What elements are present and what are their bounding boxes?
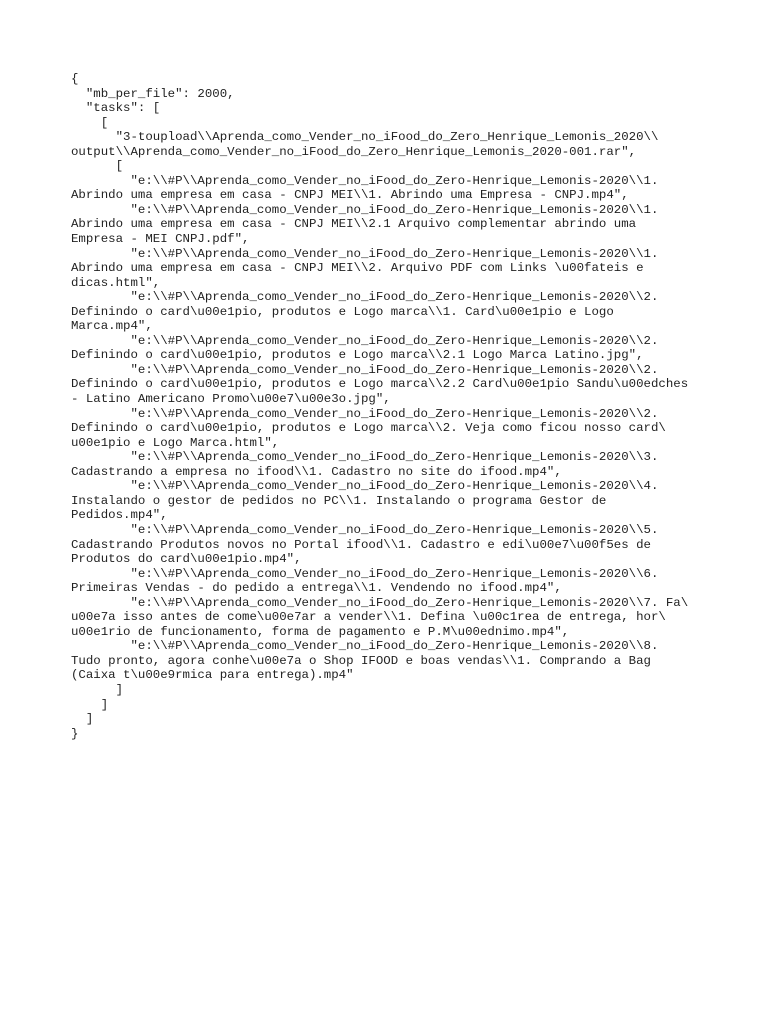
text-line: Definindo o card\u00e1pio, produtos e Logo marca\\1. Card\u00e1pio e Logo: [71, 304, 614, 319]
text-line: "e:\\#P\\Aprenda_como_Vender_no_iFood_do_Zero-Henrique_Lemonis-2020\\3.: [71, 450, 659, 465]
text-line: Produtos do card\u00e1pio.mp4",: [71, 552, 302, 567]
text-line: "e:\\#P\\Aprenda_como_Vender_no_iFood_do_Zero-Henrique_Lemonis-2020\\2.: [71, 290, 659, 305]
text-line: ]: [71, 682, 124, 697]
text-line: Abrindo uma empresa em casa - CNPJ MEI\\2. Arquivo PDF com Links \u00fateis e: [71, 261, 644, 276]
text-line: "e:\\#P\\Aprenda_como_Vender_no_iFood_do_Zero-Henrique_Lemonis-2020\\2.: [71, 406, 659, 421]
text-line: dicas.html",: [71, 275, 161, 290]
text-line: output\\Aprenda_como_Vender_no_iFood_do_Zero_Henrique_Lemonis_2020-001.rar",: [71, 144, 637, 159]
text-line: Definindo o card\u00e1pio, produtos e Logo marca\\2.1 Logo Marca Latino.jpg",: [71, 348, 644, 363]
text-line: {: [71, 72, 79, 86]
text-line: Marca.mp4",: [71, 319, 153, 334]
text-line: "e:\\#P\\Aprenda_como_Vender_no_iFood_do_Zero-Henrique_Lemonis-2020\\1.: [71, 246, 659, 261]
text-line: "e:\\#P\\Aprenda_como_Vender_no_iFood_do_Zero-Henrique_Lemonis-2020\\1.: [71, 202, 659, 217]
text-line: "3-toupload\\Aprenda_como_Vender_no_iFood_do_Zero_Henrique_Lemonis_2020\\: [71, 130, 659, 145]
text-line: "tasks": [: [71, 101, 161, 116]
text-line: "e:\\#P\\Aprenda_como_Vender_no_iFood_do_Zero-Henrique_Lemonis-2020\\6.: [71, 566, 659, 581]
text-line: "e:\\#P\\Aprenda_como_Vender_no_iFood_do_Zero-Henrique_Lemonis-2020\\8.: [71, 639, 659, 654]
text-line: Definindo o card\u00e1pio, produtos e Logo marca\\2.2 Card\u00e1pio Sandu\u00edches: [71, 377, 689, 392]
text-line: - Latino Americano Promo\u00e7\u00e3o.jpg",: [71, 392, 391, 407]
text-line: (Caixa t\u00e9rmica para entrega).mp4": [71, 668, 354, 683]
text-line: Tudo pronto, agora conhe\u00e7a o Shop IFOOD e boas vendas\\1. Comprando a Bag: [71, 653, 651, 668]
text-line: u00e7a isso antes de come\u00e7ar a vender\\1. Defina \u00c1rea de entrega, hor\: [71, 610, 666, 625]
text-line: }: [71, 726, 79, 741]
text-line: [: [71, 159, 124, 174]
text-line: "e:\\#P\\Aprenda_como_Vender_no_iFood_do_Zero-Henrique_Lemonis-2020\\2.: [71, 333, 659, 348]
text-line: ]: [71, 712, 94, 727]
text-line: Primeiras Vendas - do pedido a entrega\\1. Vendendo no ifood.mp4",: [71, 581, 562, 596]
text-line: Cadastrando Produtos novos no Portal ifood\\1. Cadastro e edi\u00e7\u00f5es de: [71, 537, 651, 552]
text-line: "e:\\#P\\Aprenda_como_Vender_no_iFood_do_Zero-Henrique_Lemonis-2020\\7. Fa\: [71, 595, 689, 610]
text-line: Definindo o card\u00e1pio, produtos e Logo marca\\2. Veja como ficou nosso card\: [71, 421, 666, 436]
text-line: Abrindo uma empresa em casa - CNPJ MEI\\1. Abrindo uma Empresa - CNPJ.mp4",: [71, 188, 629, 203]
text-line: Pedidos.mp4",: [71, 508, 168, 523]
text-line: u00e1rio de funcionamento, forma de pagamento e P.M\u00ednimo.mp4",: [71, 624, 570, 639]
text-line: [: [71, 115, 109, 130]
text-line: Instalando o gestor de pedidos no PC\\1. Instalando o programa Gestor de: [71, 493, 607, 508]
text-line: Cadastrando a empresa no ifood\\1. Cadastro no site do ifood.mp4",: [71, 464, 562, 479]
text-line: "e:\\#P\\Aprenda_como_Vender_no_iFood_do_Zero-Henrique_Lemonis-2020\\5.: [71, 522, 659, 537]
text-line: Empresa - MEI CNPJ.pdf",: [71, 232, 250, 247]
text-line: "e:\\#P\\Aprenda_como_Vender_no_iFood_do_Zero-Henrique_Lemonis-2020\\1.: [71, 173, 659, 188]
text-line: Abrindo uma empresa em casa - CNPJ MEI\\2.1 Arquivo complementar abrindo uma: [71, 217, 637, 232]
text-line: ]: [71, 697, 109, 712]
text-line: "mb_per_file": 2000,: [71, 86, 235, 101]
json-text-block: [71, 72, 711, 741]
text-line: u00e1pio e Logo Marca.html",: [71, 435, 280, 450]
text-line: "e:\\#P\\Aprenda_como_Vender_no_iFood_do_Zero-Henrique_Lemonis-2020\\2.: [71, 362, 659, 377]
text-line: "e:\\#P\\Aprenda_como_Vender_no_iFood_do_Zero-Henrique_Lemonis-2020\\4.: [71, 479, 659, 494]
